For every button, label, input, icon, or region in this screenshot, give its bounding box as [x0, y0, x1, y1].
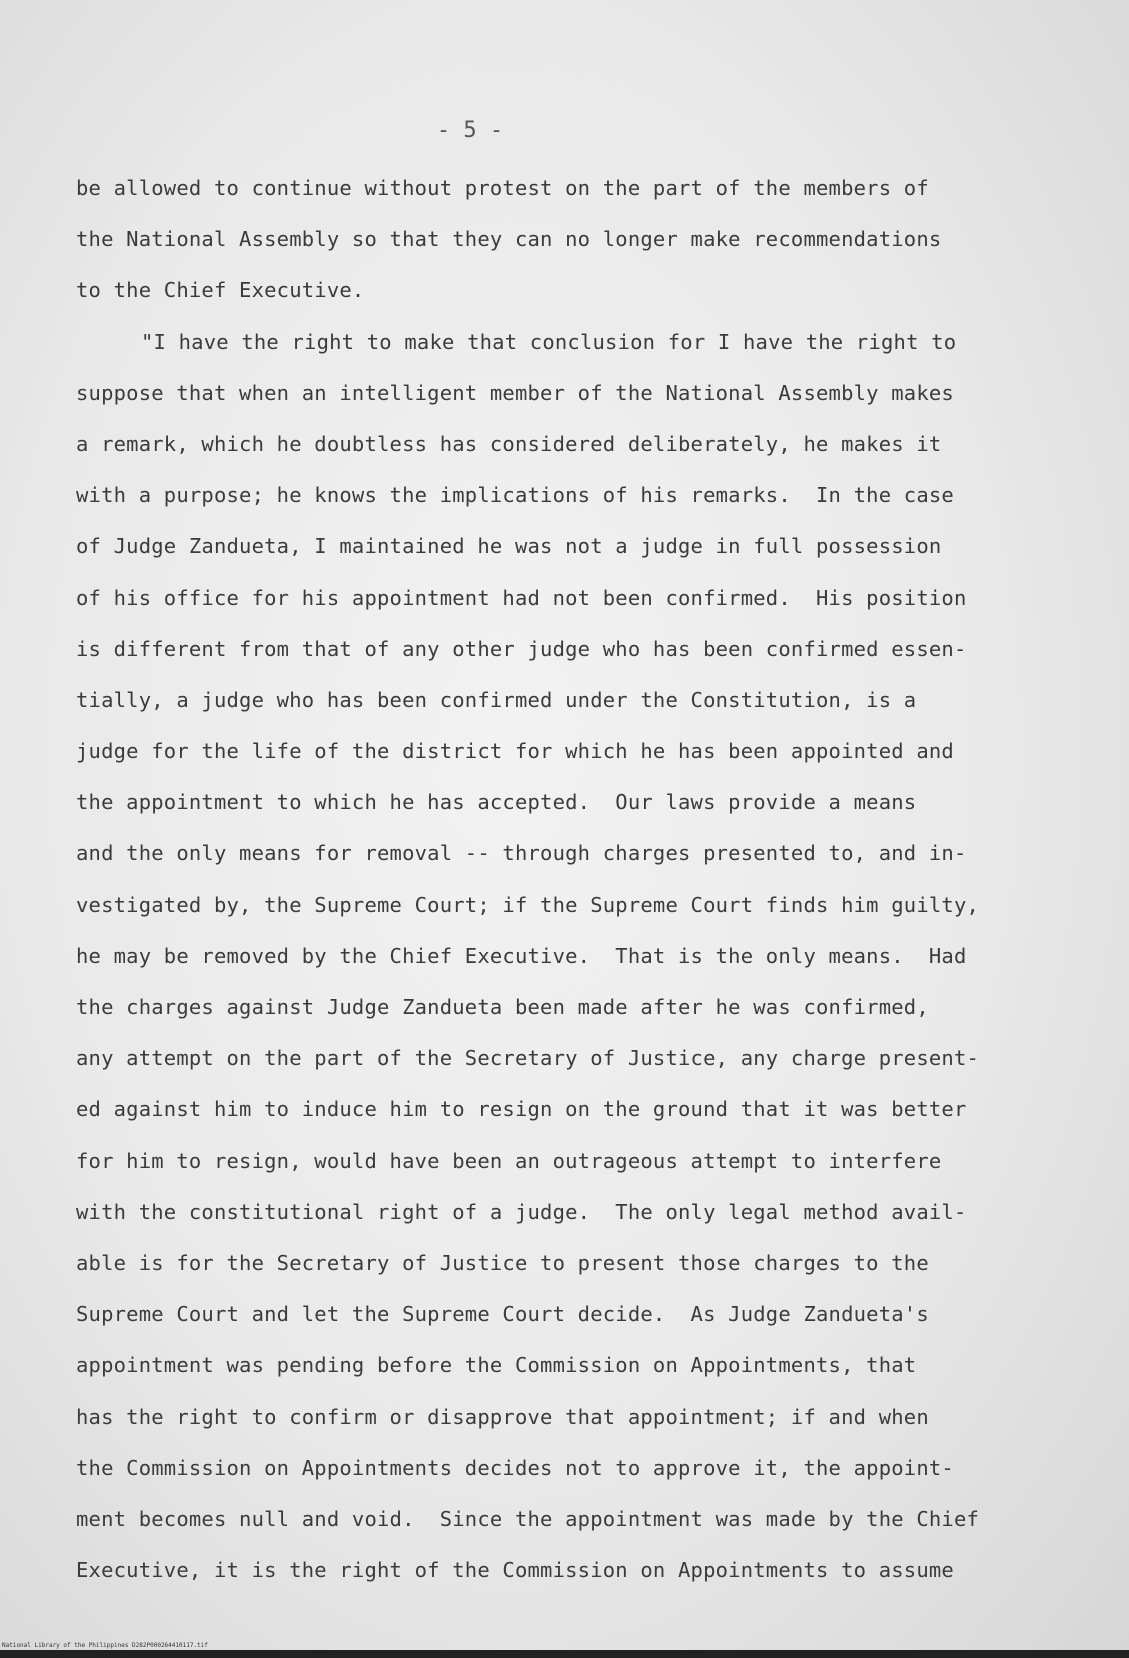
text-line: vestigated by, the Supreme Court; if the Supreme Court finds him guilty, [76, 892, 980, 917]
text-line: be allowed to continue without protest on the part of the members of [76, 176, 929, 200]
text-line: able is for the Secretary of Justice to present those charges to the [76, 1250, 929, 1275]
body-text [76, 163, 1076, 1596]
text-line: ment becomes null and void. Since the appointment was made by the Chief [76, 1506, 980, 1531]
text-line: of his office for his appointment had not been confirmed. His position [76, 585, 967, 610]
text-line: suppose that when an intelligent member of the National Assembly makes [76, 380, 954, 405]
text-line: of Judge Zandueta, I maintained he was not a judge in full possession [76, 534, 942, 559]
text-line: with a purpose; he knows the implications of his remarks. In the case [76, 483, 954, 508]
text-line: any attempt on the part of the Secretary of Justice, any charge present- [76, 1046, 980, 1071]
page-number: - 5 - [436, 118, 504, 143]
scan-edge-bar [0, 1650, 1129, 1658]
scan-footer-label: National Library of the Philippines D282P000264410117.tif [2, 1642, 208, 1649]
text-line: has the right to confirm or disapprove that appointment; if and when [76, 1404, 929, 1429]
text-line: he may be removed by the Chief Executive. That is the only means. Had [76, 943, 967, 968]
text-line: Executive, it is the right of the Commission on Appointments to assume [76, 1558, 954, 1583]
text-line: with the constitutional right of a judge. The only legal method avail- [76, 1199, 967, 1224]
text-line: for him to resign, would have been an outrageous attempt to interfere [76, 1148, 942, 1173]
text-line: the Commission on Appointments decides not to approve it, the appoint- [76, 1455, 954, 1480]
text-line: "I have the right to make that conclusion for I have the right to [141, 329, 957, 354]
text-line: is different from that of any other judge who has been confirmed essen- [76, 636, 967, 661]
text-line: tially, a judge who has been confirmed under the Constitution, is a [76, 687, 917, 712]
text-line: the appointment to which he has accepted. Our laws provide a means [76, 790, 917, 815]
text-line: Supreme Court and let the Supreme Court decide. As Judge Zandueta's [76, 1302, 929, 1327]
text-line: the charges against Judge Zandueta been made after he was confirmed, [76, 995, 929, 1019]
text-line: a remark, which he doubtless has considered deliberately, he makes it [76, 431, 942, 456]
text-line: appointment was pending before the Commission on Appointments, that [76, 1353, 917, 1378]
text-line: to the Chief Executive. [76, 278, 365, 303]
text-line: the National Assembly so that they can no longer make recommendations [76, 227, 942, 252]
text-line: judge for the life of the district for which he has been appointed and [76, 739, 954, 764]
text-line: ed against him to induce him to resign on the ground that it was better [76, 1097, 967, 1122]
text-line: and the only means for removal -- through charges presented to, and in- [76, 841, 967, 866]
